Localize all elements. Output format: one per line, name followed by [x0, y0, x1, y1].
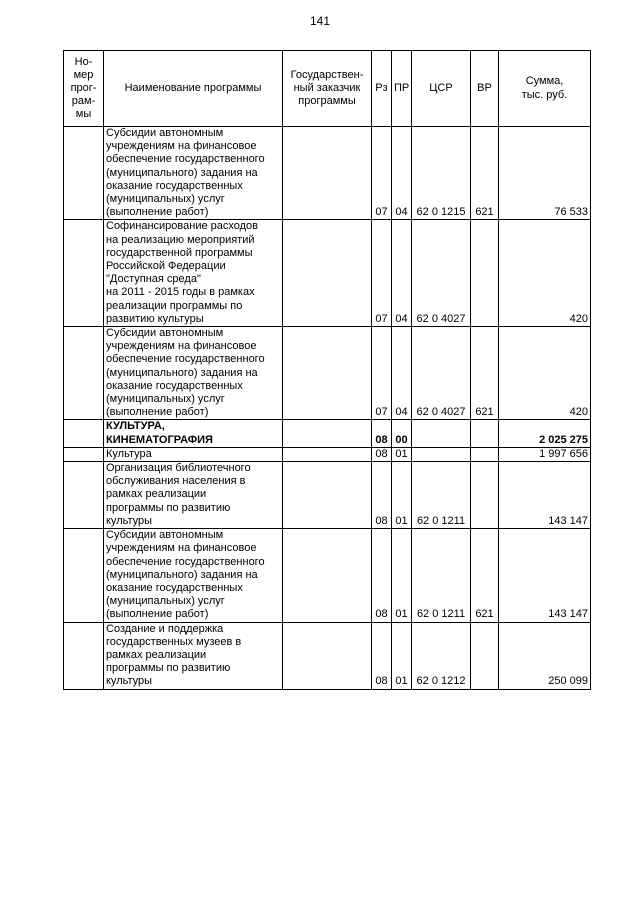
cell-customer: [283, 447, 372, 461]
cell-program-number: [64, 327, 104, 420]
table-row: [64, 447, 591, 461]
header-pr: ПР: [392, 51, 412, 127]
cell-customer: [283, 327, 372, 420]
cell-amount: 420: [499, 327, 591, 420]
cell-csr: 62 0 4027: [412, 220, 471, 327]
cell-rz: 08: [372, 462, 392, 529]
cell-program-name: КУЛЬТУРА, КИНЕМАТОГРАФИЯ: [104, 420, 283, 447]
cell-amount: 2 025 275: [499, 420, 591, 447]
cell-program-name: Организация библиотечного обслуживания населения в рамках реализации программы по развитию культуры: [104, 462, 283, 529]
table-row: [64, 127, 591, 220]
cell-rz: 07: [372, 327, 392, 420]
cell-program-number: [64, 529, 104, 622]
cell-pr: 04: [392, 220, 412, 327]
cell-program-number: [64, 127, 104, 220]
cell-customer: [283, 220, 372, 327]
cell-csr: 62 0 1211: [412, 462, 471, 529]
cell-program-number: [64, 420, 104, 447]
header-program-name: Наименование программы: [104, 51, 283, 127]
cell-vr: 621: [471, 127, 499, 220]
table-row: [64, 420, 591, 447]
cell-csr: 62 0 1215: [412, 127, 471, 220]
cell-program-number: [64, 622, 104, 689]
cell-amount: 76 533: [499, 127, 591, 220]
cell-rz: 08: [372, 447, 392, 461]
cell-vr: [471, 462, 499, 529]
table-row: [64, 220, 591, 327]
cell-pr: 01: [392, 447, 412, 461]
cell-program-number: [64, 447, 104, 461]
cell-amount: 143 147: [499, 529, 591, 622]
cell-amount: 250 099: [499, 622, 591, 689]
cell-vr: 621: [471, 529, 499, 622]
cell-pr: 01: [392, 529, 412, 622]
cell-rz: 08: [372, 622, 392, 689]
cell-customer: [283, 420, 372, 447]
table-row: [64, 327, 591, 420]
cell-rz: 08: [372, 420, 392, 447]
cell-pr: 04: [392, 127, 412, 220]
header-customer: Государствен- ный заказчик программы: [283, 51, 372, 127]
cell-amount: 143 147: [499, 462, 591, 529]
cell-program-name: Создание и поддержка государственных музеев в рамках реализации программы по развитию культуры: [104, 622, 283, 689]
cell-rz: 07: [372, 220, 392, 327]
cell-amount: 420: [499, 220, 591, 327]
cell-program-name: Субсидии автономным учреждениям на финансовое обеспечение государственного (муниципального) задания на оказание государственных (муниципальных) услуг (выполнение работ): [104, 327, 283, 420]
table-row: [64, 462, 591, 529]
cell-program-number: [64, 462, 104, 529]
table-row: [64, 529, 591, 622]
cell-csr: 62 0 1211: [412, 529, 471, 622]
cell-program-name: Субсидии автономным учреждениям на финансовое обеспечение государственного (муниципального) задания на оказание государственных (муниципальных) услуг (выполнение работ): [104, 127, 283, 220]
table-row: [64, 622, 591, 689]
cell-program-number: [64, 220, 104, 327]
cell-vr: [471, 622, 499, 689]
cell-rz: 07: [372, 127, 392, 220]
cell-pr: 01: [392, 462, 412, 529]
cell-program-name: Субсидии автономным учреждениям на финансовое обеспечение государственного (муниципального) задания на оказание государственных (муниципальных) услуг (выполнение работ): [104, 529, 283, 622]
cell-csr: 62 0 1212: [412, 622, 471, 689]
cell-csr: [412, 447, 471, 461]
cell-program-name: Культура: [104, 447, 283, 461]
cell-program-name: Софинансирование расходов на реализацию мероприятий государственной программы Российской Федерации "Доступная среда" на 2011 - 2015 годы в рамках реализации программы по развитию культуры: [104, 220, 283, 327]
page-number: 141: [309, 14, 331, 28]
cell-vr: [471, 220, 499, 327]
cell-csr: [412, 420, 471, 447]
header-rz: Рз: [372, 51, 392, 127]
header-amount: Сумма, тыс. руб.: [499, 51, 591, 127]
cell-customer: [283, 529, 372, 622]
header-row: [64, 51, 591, 127]
cell-customer: [283, 622, 372, 689]
cell-pr: 04: [392, 327, 412, 420]
cell-vr: [471, 420, 499, 447]
cell-amount: 1 997 656: [499, 447, 591, 461]
cell-customer: [283, 462, 372, 529]
cell-vr: 621: [471, 327, 499, 420]
cell-rz: 08: [372, 529, 392, 622]
budget-table: [63, 50, 591, 690]
cell-customer: [283, 127, 372, 220]
cell-vr: [471, 447, 499, 461]
header-csr: ЦСР: [412, 51, 471, 127]
cell-pr: 00: [392, 420, 412, 447]
header-vr: ВР: [471, 51, 499, 127]
cell-pr: 01: [392, 622, 412, 689]
header-program-number: Но- мер прог- рам- мы: [64, 51, 104, 127]
cell-csr: 62 0 4027: [412, 327, 471, 420]
